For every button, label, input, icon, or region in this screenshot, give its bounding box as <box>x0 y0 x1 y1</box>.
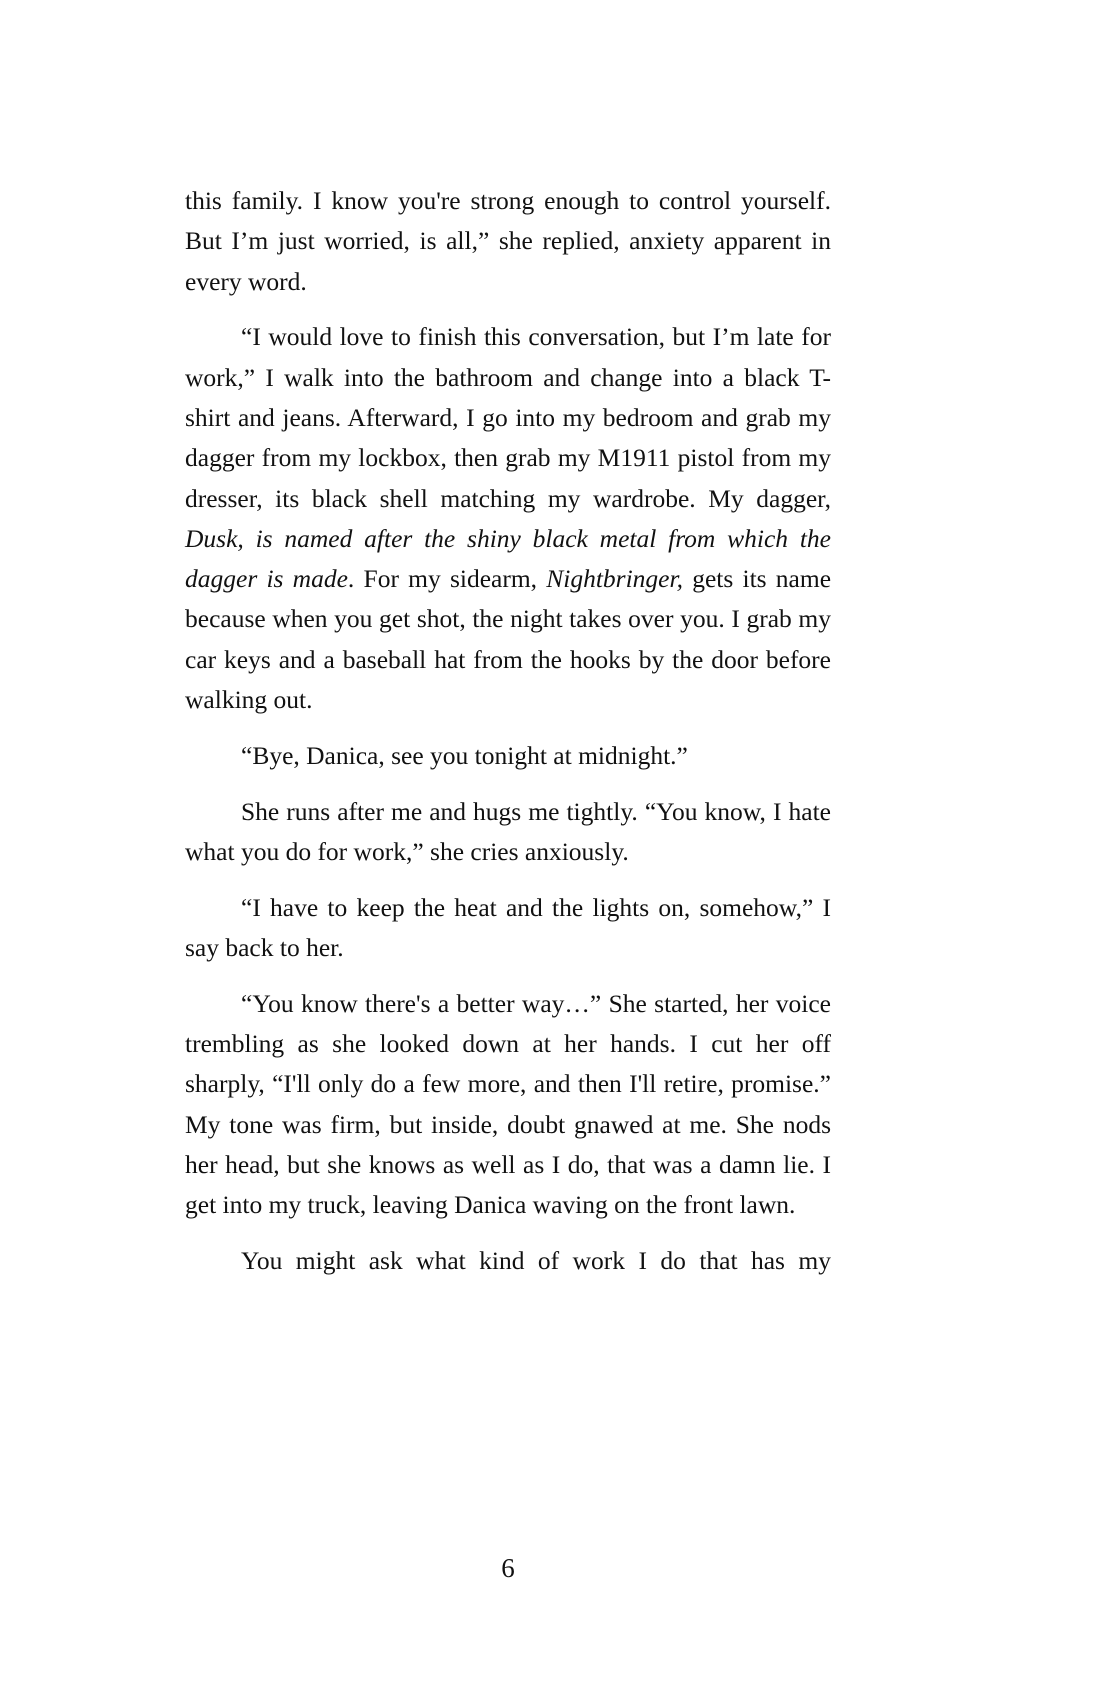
paragraph-text: “I would love to finish this conversation, but I’m late for work,” I walk into the bathroom and change into a black T-shirt and jeans. Afterward, I go into my bedroom and grab my dagger from my lockbox, then grab my M1911 pistol from my dresser, its black shell matching my wardrobe. My dagger, <box>185 322 831 513</box>
paragraph-text: gets its name because when you get shot, the night takes over you. I grab my car keys and a baseball hat from the hooks by the door before walking out. <box>185 564 832 715</box>
paragraph-6 <box>185 984 831 1226</box>
paragraph-1 <box>185 181 831 302</box>
paragraph-text: this family. I know you're strong enough to control yourself. But I’m just worried, is all,” she replied, anxiety apparent in every word. <box>185 186 831 296</box>
paragraph-2 <box>185 317 831 720</box>
italic-dagger-description: Dusk, is named after the shiny black metal from which the dagger is made <box>185 523 831 594</box>
paragraph-3 <box>185 736 831 776</box>
italic-sidearm-name: Nightbringer, <box>546 564 683 594</box>
paragraph-text: She runs after me and hugs me tightly. “You know, I hate what you do for work,” she cries anxiously. <box>185 796 831 866</box>
paragraph-text: “You know there's a better way…” She started, her voice trembling as she looked down at her hands. I cut her off sharply, “I'll only do a few more, and then I'll retire, promise.” My tone was firm, but inside, doubt gnawed at me. She nods her head, but she knows as well as I do, that was a damn lie. I get into my truck, leaving Danica waving on the front lawn. <box>185 988 831 1220</box>
page-body <box>185 181 831 1281</box>
paragraph-5 <box>185 888 831 969</box>
paragraph-text: You might ask what kind of work I do that has my <box>241 1246 831 1276</box>
paragraph-4 <box>185 792 831 873</box>
paragraph-text: . For my sidearm, <box>347 564 547 594</box>
page-number: 6 <box>501 1553 515 1583</box>
paragraph-7 <box>185 1241 831 1281</box>
paragraph-text: “I have to keep the heat and the lights on, somehow,” I say back to her. <box>185 892 831 963</box>
paragraph-text: “Bye, Danica, see you tonight at midnight.” <box>241 740 688 770</box>
